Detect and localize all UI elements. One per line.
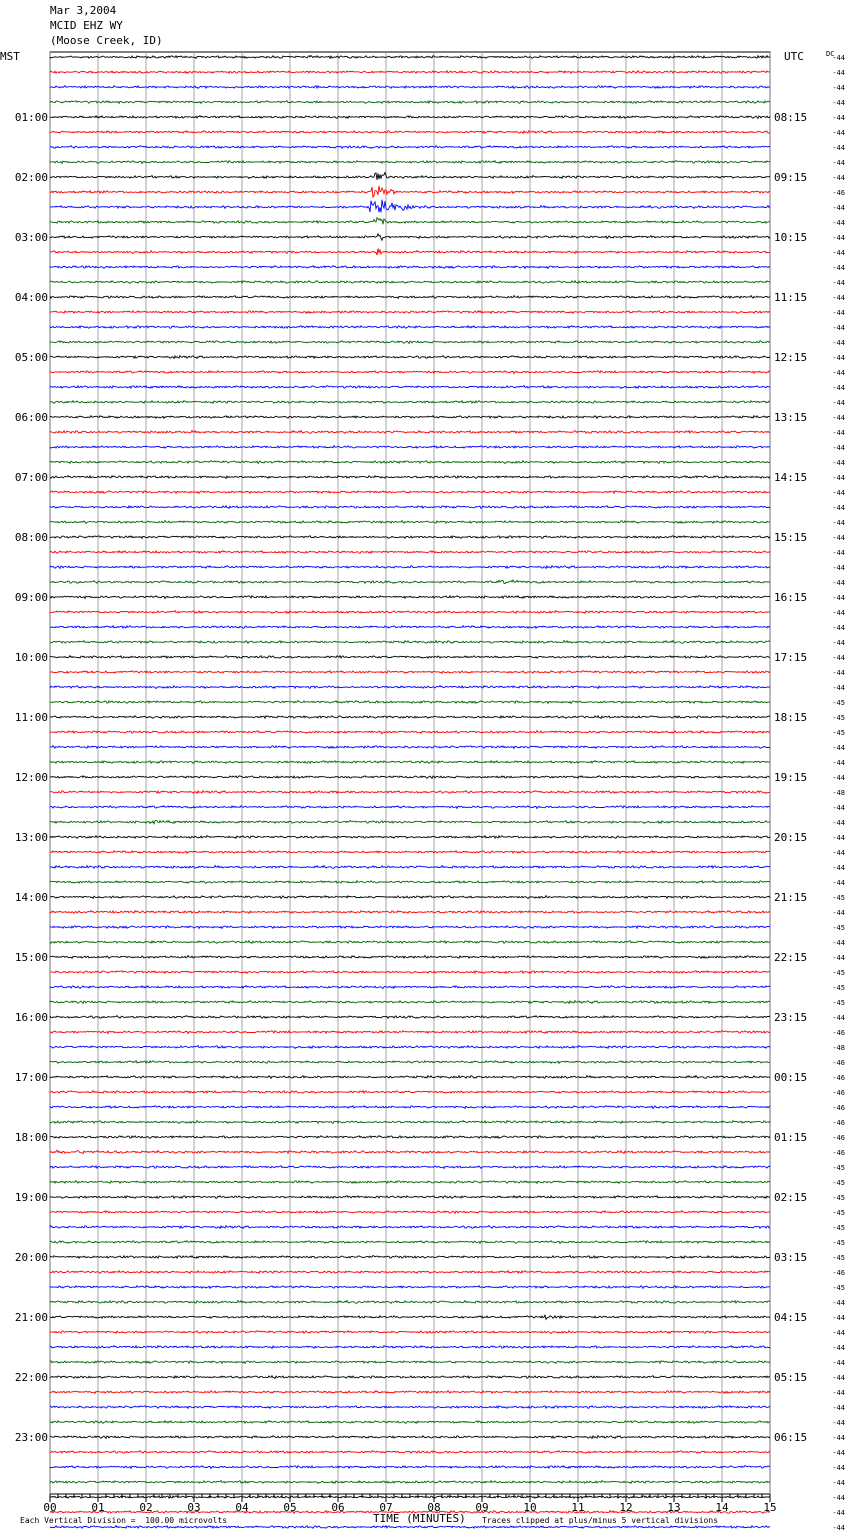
trace-line [50, 1061, 770, 1064]
trace-line [50, 1451, 770, 1454]
dc-offset-label: -44 [832, 204, 845, 212]
dc-offset-label: -48 [832, 1044, 845, 1052]
dc-offset-label: -44 [832, 114, 845, 122]
trace-line [50, 596, 770, 599]
trace-line [50, 1481, 770, 1484]
left-hour-label: 20:00 [14, 1251, 48, 1264]
x-tick-label: 09 [475, 1501, 489, 1514]
right-hour-label: 15:15 [774, 531, 808, 544]
trace-line [50, 1181, 770, 1184]
trace-line [50, 1016, 770, 1019]
dc-offset-label: -44 [832, 549, 845, 557]
trace-line [50, 926, 770, 929]
trace-line [50, 521, 770, 524]
dc-offset-label: -44 [832, 774, 845, 782]
trace-line [50, 1466, 770, 1469]
right-hour-label: 02:15 [774, 1191, 808, 1204]
dc-offset-label: -46 [832, 189, 845, 197]
station-location: (Moose Creek, ID) [50, 34, 163, 47]
x-tick-label: 06 [331, 1501, 345, 1514]
dc-offset-label: -44 [832, 444, 845, 452]
trace-line [50, 1301, 770, 1304]
right-hour-label: 10:15 [774, 231, 808, 244]
trace-line [50, 956, 770, 959]
dc-offset-label: -44 [832, 879, 845, 887]
x-tick-label: 10 [523, 1501, 537, 1514]
dc-offset-label: -44 [832, 234, 845, 242]
right-hour-label: 06:15 [774, 1431, 808, 1444]
right-hour-label: 13:15 [774, 411, 808, 424]
trace-line [50, 1346, 770, 1349]
dc-offset-label: -45 [832, 894, 845, 902]
right-hour-label: 19:15 [774, 771, 808, 784]
trace-line [50, 101, 770, 104]
dc-offset-label: -45 [832, 1284, 845, 1292]
trace-line [50, 86, 770, 89]
dc-offset-label: -44 [832, 1314, 845, 1322]
dc-offset-label: -44 [832, 399, 845, 407]
dc-offset-label: -44 [832, 99, 845, 107]
right-hour-label: 22:15 [774, 951, 808, 964]
dc-offset-label: -45 [832, 699, 845, 707]
dc-offset-label: -44 [832, 159, 845, 167]
trace-line [50, 461, 770, 464]
x-tick-label: 08 [427, 1501, 441, 1514]
trace-line [50, 1391, 770, 1394]
dc-offset-label: -45 [832, 1164, 845, 1172]
trace-line [50, 1376, 770, 1379]
dc-offset-label: -44 [832, 69, 845, 77]
dc-offset-label: -44 [832, 1014, 845, 1022]
dc-offset-label: -44 [832, 1419, 845, 1427]
dc-offset-label: -45 [832, 1224, 845, 1232]
dc-offset-label: -44 [832, 1374, 845, 1382]
dc-offset-label: -46 [832, 1149, 845, 1157]
dc-offset-label: -44 [832, 264, 845, 272]
trace-line [50, 1406, 770, 1409]
right-hour-label: 11:15 [774, 291, 808, 304]
trace-line [50, 836, 770, 839]
trace-line [50, 746, 770, 749]
dc-offset-label: -44 [832, 1404, 845, 1412]
trace-line [50, 416, 770, 419]
dc-offset-label: -45 [832, 1194, 845, 1202]
trace-line [50, 866, 770, 869]
dc-offset-label: -44 [832, 834, 845, 842]
x-tick-label: 13 [667, 1501, 681, 1514]
trace-line [50, 249, 770, 256]
x-tick-label: 02 [139, 1501, 153, 1514]
trace-line [50, 671, 770, 674]
trace-line [50, 1226, 770, 1229]
trace-line [50, 200, 770, 213]
dc-offset-label: -44 [832, 804, 845, 812]
left-hour-label: 14:00 [14, 891, 48, 904]
trace-line [50, 911, 770, 914]
trace-line [50, 56, 770, 59]
x-tick-label: 15 [763, 1501, 777, 1514]
trace-line [50, 476, 770, 479]
dc-offset-label: -44 [832, 564, 845, 572]
trace-line [50, 686, 770, 689]
right-hour-label: 04:15 [774, 1311, 808, 1324]
left-hour-label: 09:00 [14, 591, 48, 604]
x-tick-label: 11 [571, 1501, 585, 1514]
dc-offset-label: -46 [832, 1089, 845, 1097]
trace-line [50, 971, 770, 974]
trace-line [50, 1286, 770, 1289]
dc-offset-label: -44 [832, 474, 845, 482]
left-hour-label: 01:00 [14, 111, 48, 124]
trace-line [50, 1241, 770, 1244]
trace-line [50, 161, 770, 164]
dc-offset-label: -44 [832, 489, 845, 497]
right-hour-label: 14:15 [774, 471, 808, 484]
trace-line [50, 1031, 770, 1034]
dc-offset-label: -46 [832, 1104, 845, 1112]
plot-frame [50, 52, 770, 1494]
trace-line [50, 1315, 770, 1319]
dc-offset-label: -44 [832, 1359, 845, 1367]
dc-offset-label: -45 [832, 714, 845, 722]
trace-line [50, 776, 770, 779]
dc-offset-label: -44 [832, 579, 845, 587]
trace-line [50, 131, 770, 134]
dc-offset-label: -44 [832, 654, 845, 662]
dc-offset-label: -44 [832, 504, 845, 512]
dc-offset-label: -44 [832, 354, 845, 362]
scale-note: Each Vertical Division = 100.00 microvolts [20, 1516, 228, 1525]
trace-line [50, 341, 770, 344]
left-hour-label: 23:00 [14, 1431, 48, 1444]
dc-offset-label: -44 [832, 84, 845, 92]
dc-offset-label: -44 [832, 1389, 845, 1397]
trace-line [50, 386, 770, 389]
dc-offset-label: -46 [832, 1059, 845, 1067]
dc-offset-label: -45 [832, 969, 845, 977]
trace-line [50, 806, 770, 809]
trace-line [50, 986, 770, 989]
trace-line [50, 1121, 770, 1124]
x-tick-label: 00 [43, 1501, 57, 1514]
right-hour-label: 16:15 [774, 591, 808, 604]
trace-line [50, 941, 770, 944]
dc-offset-label: -45 [832, 1209, 845, 1217]
trace-line [50, 820, 770, 823]
trace-line [50, 281, 770, 284]
left-hour-label: 19:00 [14, 1191, 48, 1204]
dc-offset-label: -44 [832, 294, 845, 302]
trace-line [50, 1436, 770, 1439]
left-hour-label: 05:00 [14, 351, 48, 364]
dc-offset-label: -45 [832, 924, 845, 932]
seismic-traces [50, 56, 770, 1534]
dc-offset-label: -44 [832, 219, 845, 227]
right-hour-label: 17:15 [774, 651, 808, 664]
dc-label: DC [826, 50, 835, 58]
dc-offset-label: -44 [832, 1299, 845, 1307]
left-hour-label: 21:00 [14, 1311, 48, 1324]
trace-line [50, 1256, 770, 1259]
dc-offset-label: -44 [832, 849, 845, 857]
dc-offset-label: -44 [832, 864, 845, 872]
right-hour-label: 05:15 [774, 1371, 808, 1384]
right-hour-label: 12:15 [774, 351, 808, 364]
trace-line [50, 1271, 770, 1274]
right-hour-label: 18:15 [774, 711, 808, 724]
dc-offset-label: -44 [832, 369, 845, 377]
right-hour-label: 21:15 [774, 891, 808, 904]
left-hour-label: 03:00 [14, 231, 48, 244]
dc-offset-label: -44 [832, 459, 845, 467]
trace-line [50, 173, 770, 180]
dc-offset-label: -48 [832, 789, 845, 797]
dc-offset-label: -44 [832, 1434, 845, 1442]
trace-line [50, 566, 770, 569]
dc-offset-label: -45 [832, 729, 845, 737]
trace-line [50, 536, 770, 539]
trace-line [50, 116, 770, 119]
trace-line [50, 431, 770, 434]
trace-line [50, 1076, 770, 1079]
trace-line [50, 1136, 770, 1139]
left-hour-label: 02:00 [14, 171, 48, 184]
dc-offset-label: -44 [832, 339, 845, 347]
dc-offset-label: -44 [832, 939, 845, 947]
trace-line [50, 146, 770, 149]
trace-line [50, 551, 770, 554]
left-hour-label: 22:00 [14, 1371, 48, 1384]
dc-offset-label: -44 [832, 1344, 845, 1352]
dc-offset-label: -44 [832, 954, 845, 962]
x-tick-label: 04 [235, 1501, 249, 1514]
trace-line [50, 1361, 770, 1364]
x-axis-title: TIME (MINUTES) [373, 1512, 466, 1525]
trace-line [50, 701, 770, 704]
left-hour-label: 10:00 [14, 651, 48, 664]
trace-line [50, 506, 770, 509]
x-tick-label: 03 [187, 1501, 201, 1514]
trace-line [50, 234, 770, 240]
dc-offset-label: -44 [832, 609, 845, 617]
dc-offset-label: -45 [832, 984, 845, 992]
left-hour-label: 11:00 [14, 711, 48, 724]
right-hour-label: 23:15 [774, 1011, 808, 1024]
dc-offset-label: -44 [832, 279, 845, 287]
trace-line [50, 896, 770, 899]
left-hour-label: 06:00 [14, 411, 48, 424]
trace-line [50, 731, 770, 734]
dc-offset-label: -44 [832, 1479, 845, 1487]
left-hour-label: 08:00 [14, 531, 48, 544]
trace-line [50, 1106, 770, 1109]
dc-offset-label: -46 [832, 1029, 845, 1037]
left-timezone-label: MST [0, 50, 20, 63]
dc-offset-label: -45 [832, 1179, 845, 1187]
left-hour-label: 18:00 [14, 1131, 48, 1144]
dc-offset-label: -44 [832, 519, 845, 527]
trace-line [50, 1196, 770, 1199]
trace-line [50, 1150, 770, 1153]
dc-offset-label: -46 [832, 1269, 845, 1277]
dc-offset-label: -44 [832, 144, 845, 152]
trace-line [50, 641, 770, 644]
trace-line [50, 71, 770, 74]
dc-offset-label: -44 [832, 684, 845, 692]
trace-line [50, 296, 770, 299]
trace-line [50, 218, 770, 225]
chart-date: Mar 3,2004 [50, 4, 117, 17]
left-hour-label: 17:00 [14, 1071, 48, 1084]
x-tick-label: 07 [379, 1501, 393, 1514]
trace-line [50, 611, 770, 614]
trace-line [50, 580, 770, 584]
trace-line [50, 1166, 770, 1169]
dc-offset-label: -44 [832, 1509, 845, 1517]
dc-offset-label: -44 [832, 594, 845, 602]
dc-offset-label: -44 [832, 429, 845, 437]
trace-line [50, 1046, 770, 1049]
trace-line [50, 1211, 770, 1214]
dc-offset-label: -44 [832, 324, 845, 332]
trace-line [50, 186, 770, 197]
dc-offset-label: -44 [832, 249, 845, 257]
trace-line [50, 1331, 770, 1334]
x-tick-label: 14 [715, 1501, 729, 1514]
dc-offset-label: -46 [832, 1074, 845, 1082]
dc-offset-label: -44 [832, 174, 845, 182]
trace-line [50, 491, 770, 494]
dc-offset-label: -44 [832, 819, 845, 827]
x-tick-label: 01 [91, 1501, 105, 1514]
right-hour-label: 03:15 [774, 1251, 808, 1264]
trace-line [50, 881, 770, 884]
trace-line [50, 371, 770, 374]
axis-labels [15, 54, 845, 1534]
dc-offset-label: -44 [832, 384, 845, 392]
trace-line [50, 266, 770, 269]
dc-offset-label: -44 [832, 1524, 845, 1532]
trace-line [50, 1526, 770, 1529]
dc-offset-label: -46 [832, 1119, 845, 1127]
trace-line [50, 356, 770, 359]
trace-line [50, 656, 770, 659]
dc-offset-label: -44 [832, 1494, 845, 1502]
trace-line [50, 791, 770, 794]
station-code: MCID EHZ WY [50, 19, 123, 32]
x-tick-label: 05 [283, 1501, 297, 1514]
left-hour-label: 12:00 [14, 771, 48, 784]
dc-offset-label: -44 [832, 309, 845, 317]
x-tick-label: 12 [619, 1501, 633, 1514]
dc-offset-label: -45 [832, 999, 845, 1007]
clip-note: Traces clipped at plus/minus 5 vertical divisions [482, 1516, 719, 1525]
dc-offset-label: -44 [832, 1449, 845, 1457]
dc-offset-label: -45 [832, 1254, 845, 1262]
trace-line [50, 401, 770, 404]
dc-offset-label: -44 [832, 1329, 845, 1337]
dc-offset-label: -44 [832, 129, 845, 137]
trace-line [50, 446, 770, 449]
trace-line [50, 1001, 770, 1004]
dc-offset-label: -44 [832, 414, 845, 422]
right-hour-label: 09:15 [774, 171, 808, 184]
right-hour-label: 08:15 [774, 111, 808, 124]
trace-line [50, 326, 770, 329]
dc-offset-label: -46 [832, 1134, 845, 1142]
trace-line [50, 626, 770, 629]
trace-line [50, 1421, 770, 1424]
right-hour-label: 20:15 [774, 831, 808, 844]
dc-offset-label: -44 [832, 669, 845, 677]
left-hour-label: 04:00 [14, 291, 48, 304]
left-hour-label: 15:00 [14, 951, 48, 964]
dc-offset-label: -44 [832, 639, 845, 647]
trace-line [50, 761, 770, 764]
trace-line [50, 1091, 770, 1094]
left-hour-label: 13:00 [14, 831, 48, 844]
dc-offset-label: -44 [832, 534, 845, 542]
right-hour-label: 01:15 [774, 1131, 808, 1144]
right-timezone-label: UTC [784, 50, 804, 63]
left-hour-label: 07:00 [14, 471, 48, 484]
left-hour-label: 16:00 [14, 1011, 48, 1024]
dc-offset-label: -45 [832, 1239, 845, 1247]
trace-line [50, 311, 770, 314]
dc-offset-label: -44 [832, 759, 845, 767]
dc-offset-label: -44 [832, 909, 845, 917]
trace-line [50, 851, 770, 854]
dc-offset-label: -44 [832, 624, 845, 632]
dc-offset-label: -44 [832, 744, 845, 752]
dc-offset-label: -44 [832, 1464, 845, 1472]
dc-offset-label: -44 [832, 54, 845, 62]
right-hour-label: 00:15 [774, 1071, 808, 1084]
trace-line [50, 716, 770, 719]
